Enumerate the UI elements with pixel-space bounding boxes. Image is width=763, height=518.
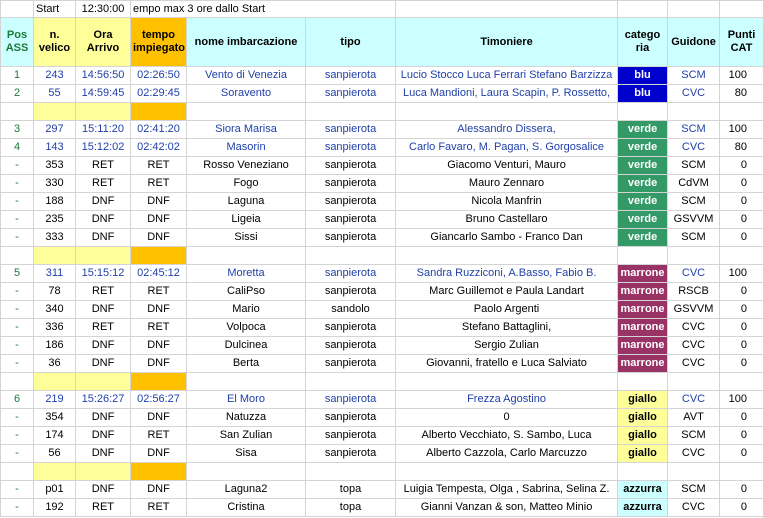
cell-guidone: AVT: [668, 409, 720, 427]
cell-categoria: marrone: [618, 319, 668, 337]
table-row: [1, 481, 763, 499]
start-time: 12:30:00: [76, 1, 131, 18]
cell-nome: Mario: [187, 301, 306, 319]
cell-guidone: SCM: [668, 229, 720, 247]
cell-timoniere: Marc Guillemot e Paula Landart: [396, 283, 618, 301]
cell-tipo: sanpierota: [306, 139, 396, 157]
cell-nome: Soravento: [187, 85, 306, 103]
cell-nvelico: 311: [34, 265, 76, 283]
header-punti: Punti CAT: [720, 18, 763, 67]
cell-tipo: sanpierota: [306, 427, 396, 445]
cell-ora: DNF: [76, 445, 131, 463]
cell-nvelico: 235: [34, 211, 76, 229]
cell-ora: 15:12:02: [76, 139, 131, 157]
table-row: [1, 355, 763, 373]
table-row: [1, 427, 763, 445]
cell-ora: DNF: [76, 409, 131, 427]
cell-categoria: blu: [618, 67, 668, 85]
cell-timoniere: Stefano Battaglini,: [396, 319, 618, 337]
cell-ora: DNF: [76, 427, 131, 445]
cell-categoria: verde: [618, 229, 668, 247]
spacer-row: [1, 103, 763, 121]
cell-nvelico: 186: [34, 337, 76, 355]
cell-tempo: 02:56:27: [131, 391, 187, 409]
table-row: [1, 337, 763, 355]
cell-tipo: sanpierota: [306, 337, 396, 355]
cell-guidone: SCM: [668, 427, 720, 445]
cell-timoniere: Giancarlo Sambo - Franco Dan: [396, 229, 618, 247]
cell-categoria: marrone: [618, 355, 668, 373]
start-note: empo max 3 ore dallo Start: [131, 1, 396, 18]
cell-categoria: giallo: [618, 427, 668, 445]
cell-nvelico: 336: [34, 319, 76, 337]
cell-timoniere: Sandra Ruzziconi, A.Basso, Fabio B.: [396, 265, 618, 283]
header-categoria: catego ria: [618, 18, 668, 67]
table-row: [1, 301, 763, 319]
cell-nome: Dulcinea: [187, 337, 306, 355]
header-guidone: Guidone: [668, 18, 720, 67]
cell-tempo: DNF: [131, 337, 187, 355]
cell-timoniere: Frezza Agostino: [396, 391, 618, 409]
cell-guidone: CVC: [668, 319, 720, 337]
cell-punti: 0: [720, 229, 763, 247]
cell-nome: Cristina: [187, 499, 306, 517]
cell-tipo: sanpierota: [306, 319, 396, 337]
cell-guidone: CVC: [668, 139, 720, 157]
cell-categoria: verde: [618, 193, 668, 211]
cell-nvelico: p01: [34, 481, 76, 499]
cell-tempo: DNF: [131, 193, 187, 211]
cell-pos: 5: [1, 265, 34, 283]
cell-pos: 3: [1, 121, 34, 139]
cell-timoniere: Luigia Tempesta, Olga , Sabrina, Selina Z.: [396, 481, 618, 499]
cell-punti: 0: [720, 193, 763, 211]
table-row: [1, 85, 763, 103]
cell-nome: Laguna2: [187, 481, 306, 499]
cell-nvelico: 297: [34, 121, 76, 139]
cell-categoria: verde: [618, 175, 668, 193]
cell-nvelico: 353: [34, 157, 76, 175]
cell-punti: 0: [720, 481, 763, 499]
cell-pos: 4: [1, 139, 34, 157]
cell-punti: 0: [720, 337, 763, 355]
cell-pos: -: [1, 337, 34, 355]
cell-tempo: RET: [131, 427, 187, 445]
cell-timoniere: 0: [396, 409, 618, 427]
cell-ora: RET: [76, 319, 131, 337]
cell-punti: 0: [720, 427, 763, 445]
cell-punti: 0: [720, 157, 763, 175]
table-row: [1, 211, 763, 229]
header-tempo: tempo impiegato: [131, 18, 187, 67]
cell-categoria: azzurra: [618, 481, 668, 499]
cell-timoniere: Bruno Castellaro: [396, 211, 618, 229]
cell-tempo: DNF: [131, 229, 187, 247]
cell-guidone: CVC: [668, 265, 720, 283]
cell-nvelico: 56: [34, 445, 76, 463]
cell-punti: 0: [720, 301, 763, 319]
cell-punti: 80: [720, 85, 763, 103]
cell-categoria: verde: [618, 157, 668, 175]
cell-tipo: sanpierota: [306, 175, 396, 193]
cell-tipo: sanpierota: [306, 193, 396, 211]
cell-ora: DNF: [76, 229, 131, 247]
cell-guidone: SCM: [668, 121, 720, 139]
header-nome: nome imbarcazione: [187, 18, 306, 67]
cell-tipo: sanpierota: [306, 157, 396, 175]
cell-guidone: CVC: [668, 337, 720, 355]
cell-punti: 0: [720, 211, 763, 229]
cell-tipo: sanpierota: [306, 265, 396, 283]
cell-timoniere: Giovanni, fratello e Luca Salviato: [396, 355, 618, 373]
cell-pos: -: [1, 175, 34, 193]
cell-pos: -: [1, 283, 34, 301]
cell-categoria: verde: [618, 121, 668, 139]
cell-punti: 0: [720, 499, 763, 517]
cell-pos: -: [1, 355, 34, 373]
cell-nome: Volpoca: [187, 319, 306, 337]
cell-pos: -: [1, 157, 34, 175]
cell-punti: 80: [720, 139, 763, 157]
cell-punti: 0: [720, 175, 763, 193]
cell-pos: -: [1, 445, 34, 463]
cell-tempo: RET: [131, 157, 187, 175]
table-row: [1, 67, 763, 85]
cell-tempo: RET: [131, 319, 187, 337]
cell-tempo: DNF: [131, 211, 187, 229]
cell-tempo: DNF: [131, 301, 187, 319]
cell-nome: El Moro: [187, 391, 306, 409]
cell-nome: Siora Marisa: [187, 121, 306, 139]
cell-tempo: RET: [131, 283, 187, 301]
cell-ora: RET: [76, 157, 131, 175]
cell-pos: -: [1, 409, 34, 427]
cell-tipo: sanpierota: [306, 211, 396, 229]
cell-guidone: CVC: [668, 445, 720, 463]
cell-ora: DNF: [76, 301, 131, 319]
table-row: [1, 265, 763, 283]
cell-timoniere: Carlo Favaro, M. Pagan, S. Gorgosalice: [396, 139, 618, 157]
cell-ora: RET: [76, 175, 131, 193]
cell-ora: RET: [76, 283, 131, 301]
cell-ora: 15:15:12: [76, 265, 131, 283]
table-row: [1, 445, 763, 463]
cell-punti: 100: [720, 121, 763, 139]
table-row: [1, 139, 763, 157]
cell-categoria: verde: [618, 211, 668, 229]
cell-ora: 15:11:20: [76, 121, 131, 139]
cell-nome: Masorin: [187, 139, 306, 157]
cell-pos: -: [1, 427, 34, 445]
cell-tempo: RET: [131, 175, 187, 193]
table-row: [1, 499, 763, 517]
cell-guidone: GSVVM: [668, 301, 720, 319]
cell-timoniere: Mauro Zennaro: [396, 175, 618, 193]
cell-tempo: 02:29:45: [131, 85, 187, 103]
start-row: [1, 1, 763, 18]
cell-ora: 14:59:45: [76, 85, 131, 103]
table-row: [1, 319, 763, 337]
cell-tempo: 02:41:20: [131, 121, 187, 139]
cell-categoria: marrone: [618, 301, 668, 319]
cell-tipo: sanpierota: [306, 283, 396, 301]
header-ora: Ora Arrivo: [76, 18, 131, 67]
table-row: [1, 193, 763, 211]
cell-punti: 100: [720, 67, 763, 85]
cell-nome: Laguna: [187, 193, 306, 211]
cell-nvelico: 78: [34, 283, 76, 301]
spacer-row: [1, 463, 763, 481]
cell-ora: 15:26:27: [76, 391, 131, 409]
cell-timoniere: Nicola Manfrin: [396, 193, 618, 211]
cell-tipo: sanpierota: [306, 121, 396, 139]
cell-nvelico: 243: [34, 67, 76, 85]
cell-tipo: sanpierota: [306, 229, 396, 247]
cell-tipo: sanpierota: [306, 355, 396, 373]
cell-nvelico: 219: [34, 391, 76, 409]
cell-punti: 0: [720, 319, 763, 337]
cell-nome: Sisa: [187, 445, 306, 463]
cell-timoniere: Sergio Zulian: [396, 337, 618, 355]
cell-nome: Rosso Veneziano: [187, 157, 306, 175]
cell-guidone: GSVVM: [668, 211, 720, 229]
cell-guidone: RSCB: [668, 283, 720, 301]
header-pos: Pos ASS: [1, 18, 34, 67]
cell-punti: 0: [720, 355, 763, 373]
cell-nome: Moretta: [187, 265, 306, 283]
cell-ora: DNF: [76, 481, 131, 499]
cell-categoria: marrone: [618, 283, 668, 301]
cell-nvelico: 55: [34, 85, 76, 103]
cell-tipo: sanpierota: [306, 391, 396, 409]
cell-nome: Ligeia: [187, 211, 306, 229]
cell-nome: Berta: [187, 355, 306, 373]
table-row: [1, 391, 763, 409]
table-row: [1, 283, 763, 301]
cell-categoria: azzurra: [618, 499, 668, 517]
cell-nvelico: 340: [34, 301, 76, 319]
cell-tempo: 02:45:12: [131, 265, 187, 283]
cell-pos: 2: [1, 85, 34, 103]
cell-tipo: sanpierota: [306, 445, 396, 463]
spacer-row: [1, 247, 763, 265]
header-nvelico: n. velico: [34, 18, 76, 67]
cell-timoniere: Alessandro Dissera,: [396, 121, 618, 139]
cell-pos: -: [1, 211, 34, 229]
cell-pos: 1: [1, 67, 34, 85]
cell-pos: 6: [1, 391, 34, 409]
cell-tipo: topa: [306, 499, 396, 517]
cell-categoria: verde: [618, 139, 668, 157]
cell-ora: RET: [76, 499, 131, 517]
cell-pos: -: [1, 499, 34, 517]
cell-nvelico: 333: [34, 229, 76, 247]
cell-tipo: sanpierota: [306, 85, 396, 103]
cell-nome: Fogo: [187, 175, 306, 193]
cell-nome: San Zulian: [187, 427, 306, 445]
start-label: Start: [34, 1, 76, 18]
cell-categoria: blu: [618, 85, 668, 103]
cell-guidone: SCM: [668, 481, 720, 499]
header-row: [1, 18, 763, 67]
cell-pos: -: [1, 193, 34, 211]
spacer-row: [1, 373, 763, 391]
cell-tempo: 02:42:02: [131, 139, 187, 157]
cell-guidone: SCM: [668, 193, 720, 211]
cell-guidone: CVC: [668, 391, 720, 409]
cell-timoniere: Paolo Argenti: [396, 301, 618, 319]
header-timoniere: Timoniere: [396, 18, 618, 67]
cell-nvelico: 330: [34, 175, 76, 193]
cell-nvelico: 188: [34, 193, 76, 211]
cell-timoniere: Luca Mandioni, Laura Scapin, P. Rossetto,: [396, 85, 618, 103]
cell-guidone: CdVM: [668, 175, 720, 193]
table-row: [1, 409, 763, 427]
cell-pos: -: [1, 301, 34, 319]
cell-tipo: sanpierota: [306, 409, 396, 427]
cell-guidone: CVC: [668, 85, 720, 103]
cell-tempo: DNF: [131, 409, 187, 427]
header-tipo: tipo: [306, 18, 396, 67]
cell-guidone: SCM: [668, 157, 720, 175]
cell-tipo: topa: [306, 481, 396, 499]
cell-nome: Vento di Venezia: [187, 67, 306, 85]
cell-tipo: sandolo: [306, 301, 396, 319]
cell-ora: DNF: [76, 355, 131, 373]
cell-nome: Sissi: [187, 229, 306, 247]
table-row: [1, 157, 763, 175]
cell-ora: DNF: [76, 211, 131, 229]
cell-categoria: marrone: [618, 265, 668, 283]
cell-ora: DNF: [76, 337, 131, 355]
cell-ora: 14:56:50: [76, 67, 131, 85]
cell-guidone: SCM: [668, 67, 720, 85]
cell-punti: 0: [720, 445, 763, 463]
cell-timoniere: Gianni Vanzan & son, Matteo Minio: [396, 499, 618, 517]
cell-pos: -: [1, 319, 34, 337]
cell-guidone: CVC: [668, 499, 720, 517]
cell-pos: -: [1, 229, 34, 247]
cell-tempo: DNF: [131, 355, 187, 373]
cell-tempo: RET: [131, 499, 187, 517]
cell-nome: Natuzza: [187, 409, 306, 427]
table-row: [1, 229, 763, 247]
cell-punti: 0: [720, 283, 763, 301]
cell-tipo: sanpierota: [306, 67, 396, 85]
table-row: [1, 121, 763, 139]
cell-categoria: giallo: [618, 391, 668, 409]
cell-tempo: 02:26:50: [131, 67, 187, 85]
cell-ora: DNF: [76, 193, 131, 211]
cell-punti: 0: [720, 409, 763, 427]
cell-categoria: marrone: [618, 337, 668, 355]
cell-timoniere: Alberto Cazzola, Carlo Marcuzzo: [396, 445, 618, 463]
cell-categoria: giallo: [618, 409, 668, 427]
cell-guidone: CVC: [668, 355, 720, 373]
cell-categoria: giallo: [618, 445, 668, 463]
cell-nvelico: 192: [34, 499, 76, 517]
cell-timoniere: Lucio Stocco Luca Ferrari Stefano Barzizza: [396, 67, 618, 85]
cell-nvelico: 36: [34, 355, 76, 373]
cell-timoniere: Giacomo Venturi, Mauro: [396, 157, 618, 175]
cell-punti: 100: [720, 391, 763, 409]
cell-nvelico: 174: [34, 427, 76, 445]
cell-pos: -: [1, 481, 34, 499]
cell-timoniere: Alberto Vecchiato, S. Sambo, Luca: [396, 427, 618, 445]
cell-tempo: DNF: [131, 481, 187, 499]
cell-nvelico: 143: [34, 139, 76, 157]
cell-nvelico: 354: [34, 409, 76, 427]
cell-tempo: DNF: [131, 445, 187, 463]
cell-punti: 100: [720, 265, 763, 283]
cell-nome: CaliPso: [187, 283, 306, 301]
table-row: [1, 175, 763, 193]
